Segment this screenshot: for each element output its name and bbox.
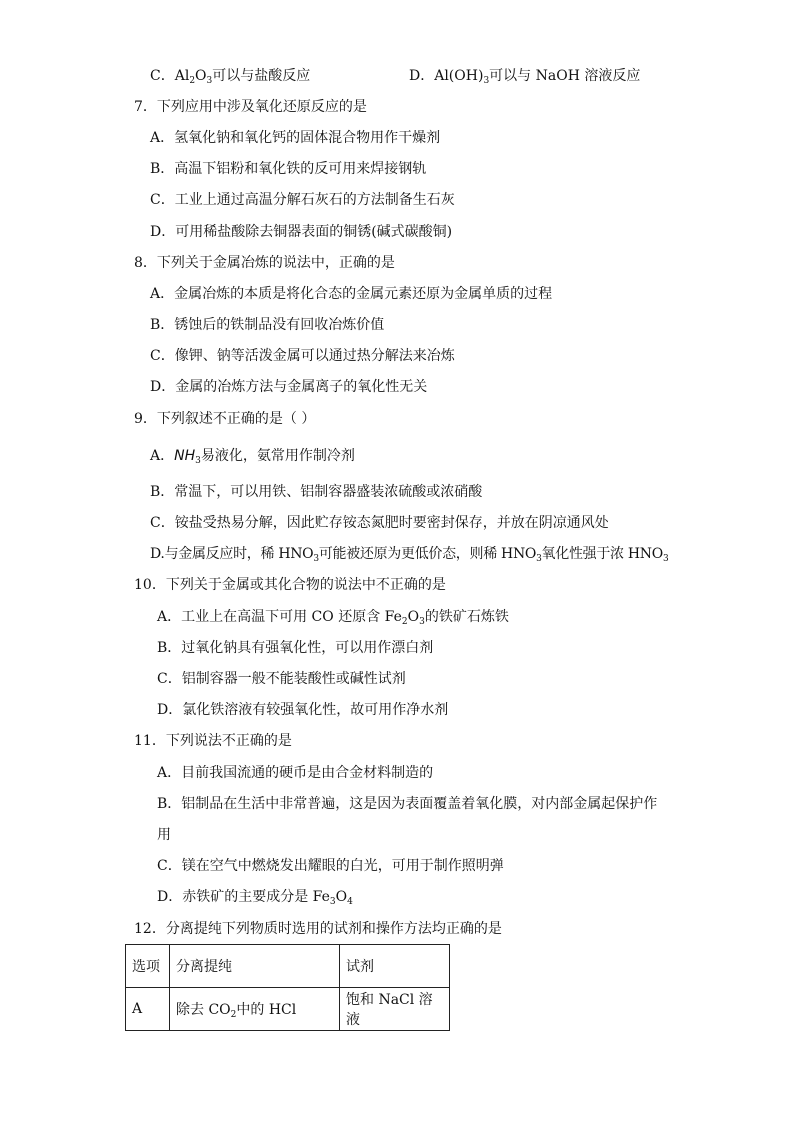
subscript: 3 (662, 554, 669, 564)
q9-option-c: C．铵盐受热易分解，因此贮存铵态氮肥时要密封保存，并放在阴凉通风处 (150, 515, 609, 531)
q6-option-d (409, 66, 640, 86)
q9-stem: 9．下列叙述不正确的是（ ） (134, 411, 316, 427)
q8-stem: 8．下列关于金属冶炼的说法中，正确的是 (134, 255, 395, 271)
q7-option-c: C．工业上通过高温分解石灰石的方法制备生石灰 (150, 192, 455, 208)
text: O (335, 889, 348, 905)
text: O (407, 609, 420, 625)
q10-option-a (157, 607, 509, 627)
text: 中的 HCl (236, 1002, 297, 1018)
text: D.与金属反应时，稀 HNO (150, 546, 314, 562)
subscript: 3 (483, 76, 490, 86)
table-cell-option: A (126, 988, 170, 1031)
q11-option-b-line2: 用 (157, 827, 171, 843)
q7-option-d: D．可用稀盐酸除去铜器表面的铜锈(碱式碳酸铜) (150, 224, 453, 240)
q11-option-d (157, 887, 353, 907)
q11-option-c: C．镁在空气中燃烧发出耀眼的白光，可用于制作照明弹 (157, 858, 504, 874)
subscript: 2 (230, 1010, 237, 1020)
text: 的铁矿石炼铁 (424, 609, 509, 625)
q12-table (125, 944, 450, 1031)
text: D．Al(OH) (409, 68, 484, 84)
subscript: 3 (536, 554, 542, 564)
table-row (126, 988, 450, 1031)
subscript: 2 (401, 617, 408, 627)
q9-option-a (150, 446, 355, 466)
q9-option-b: B．常温下，可以用铁、铝制容器盛装浓硫酸或浓硝酸 (150, 484, 483, 500)
formula: NH (174, 448, 196, 464)
q7-option-b: B．高温下铝粉和氧化铁的反可用来焊接钢轨 (150, 161, 427, 177)
q12-stem: 12．分离提纯下列物质时选用的试剂和操作方法均正确的是 (134, 921, 502, 937)
q8-option-b: B．锈蚀后的铁制品没有回收冶炼价值 (150, 317, 385, 333)
text: A． (150, 448, 175, 464)
subscript: 3 (329, 897, 336, 907)
text: 可能被还原为更低价态，则稀 HNO (318, 546, 537, 562)
text: C．Al (150, 68, 190, 84)
q11-option-b-line1: B．铝制品在生活中非常普遍，这是因为表面覆盖着氧化膜，对内部金属起保护作 (157, 796, 658, 812)
subscript: 2 (189, 76, 196, 86)
table-header-option: 选项 (126, 945, 170, 988)
text: 除去 CO (176, 1002, 231, 1018)
q8-option-c: C．像钾、钠等活泼金属可以通过热分解法来冶炼 (150, 348, 455, 364)
text: 可以与 NaOH 溶液反应 (489, 68, 641, 84)
q7-option-a: A．氢氧化钠和氧化钙的固体混合物用作干燥剂 (150, 130, 441, 146)
q8-option-a: A．金属冶炼的本质是将化合态的金属元素还原为金属单质的过程 (150, 286, 553, 302)
q11-option-a: A．目前我国流通的硬币是由合金材料制造的 (157, 765, 434, 781)
table-header-reagent: 试剂 (340, 945, 450, 988)
table-cell-purify (170, 988, 340, 1031)
q11-stem: 11．下列说法不正确的是 (134, 733, 292, 749)
q10-option-d: D．氯化铁溶液有较强氧化性，故可用作净水剂 (157, 702, 449, 718)
subscript: 4 (347, 897, 353, 907)
table-header-purify: 分离提纯 (170, 945, 340, 988)
text: D．赤铁矿的主要成分是 Fe (157, 889, 330, 905)
q7-stem: 7．下列应用中涉及氧化还原反应的是 (134, 99, 367, 115)
subscript: 3 (313, 554, 319, 564)
q10-option-b: B．过氧化钠具有强氧化性，可以用作漂白剂 (157, 640, 434, 656)
q6-option-c (150, 66, 310, 86)
subscript: 3 (206, 76, 213, 86)
text: 可以与盐酸反应 (212, 68, 311, 84)
text: A．工业上在高温下可用 CO 还原含 Fe (157, 609, 402, 625)
subscript: 3 (419, 617, 425, 627)
q9-option-d (150, 544, 668, 564)
q10-option-c: C．铝制容器一般不能装酸性或碱性试剂 (157, 671, 406, 687)
text: 易液化，氨常用作制冷剂 (200, 448, 355, 464)
q10-stem: 10．下列关于金属或其化合物的说法中不正确的是 (134, 577, 446, 593)
table-header-row (126, 945, 450, 988)
text: 氧化性强于浓 HNO (541, 546, 663, 562)
q8-option-d: D．金属的冶炼方法与金属离子的氧化性无关 (150, 379, 428, 395)
text: O (195, 68, 207, 84)
subscript: 3 (195, 456, 201, 466)
table-cell-reagent: 饱和 NaCl 溶液 (340, 988, 450, 1031)
